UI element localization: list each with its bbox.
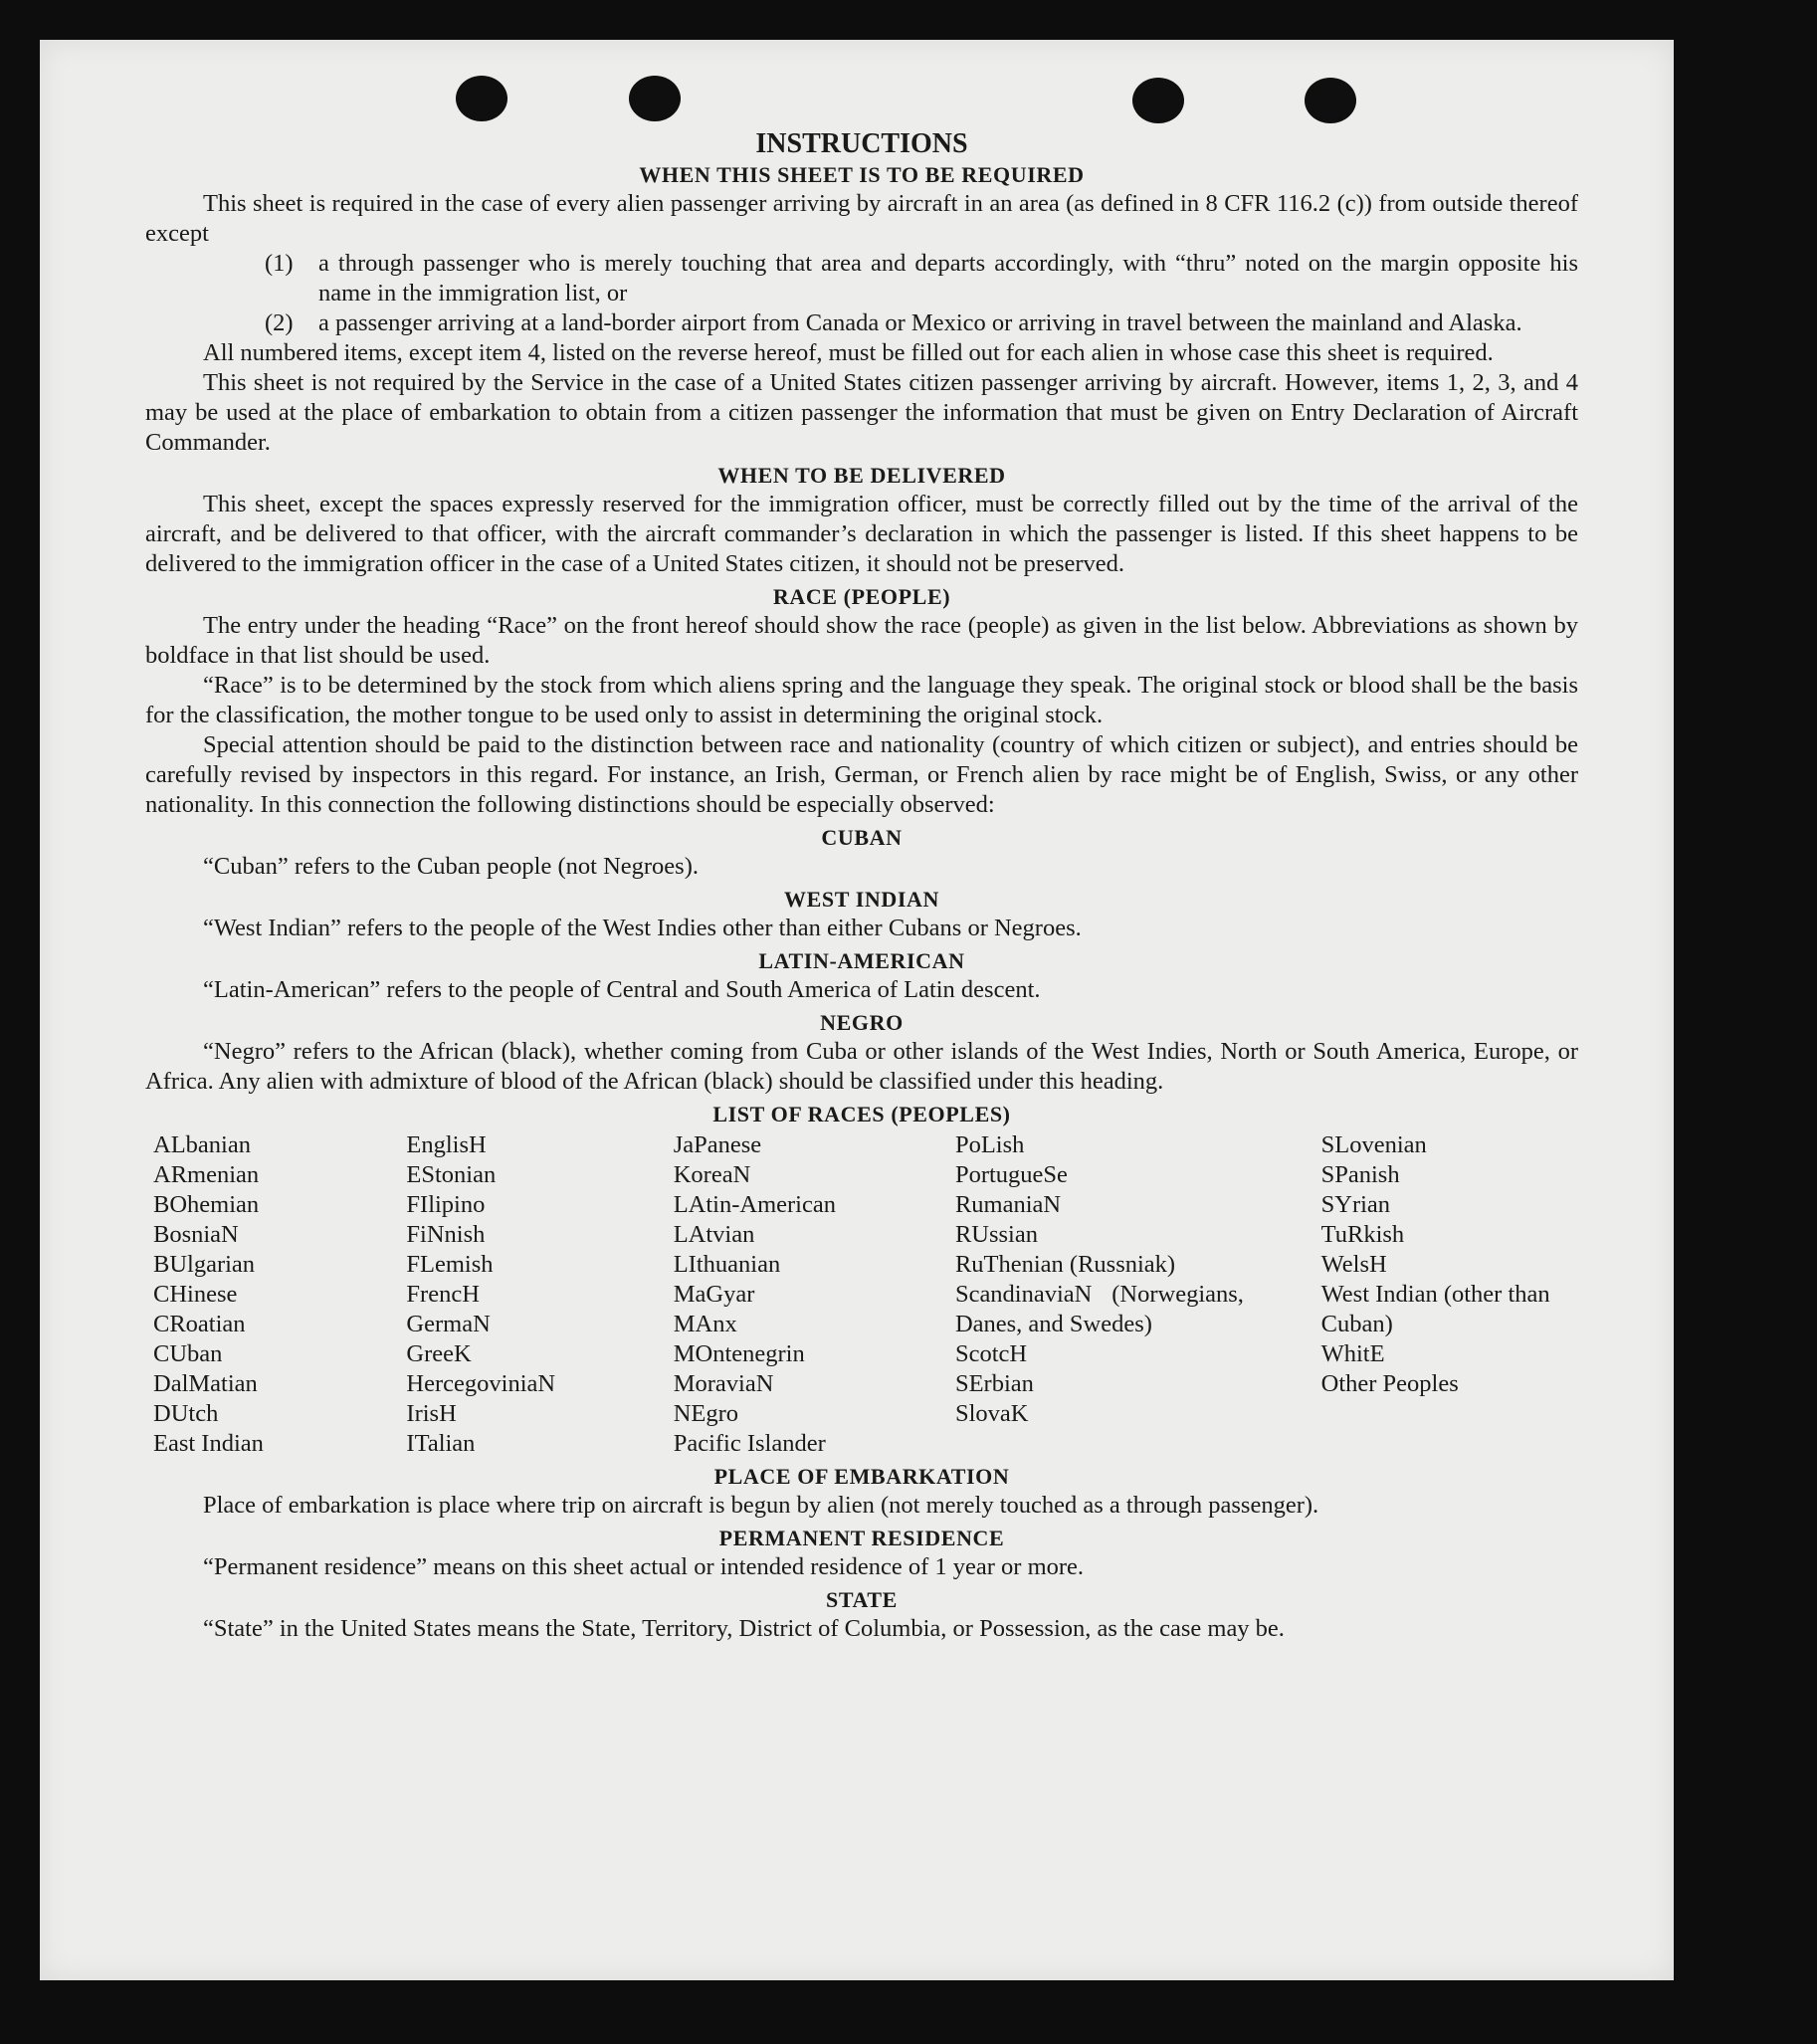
paragraph: The entry under the heading “Race” on the front hereof should show the race (people) as given in the list below. Abbreviations as shown by boldface in that list should be used. (145, 612, 1578, 669)
race-entry: ALbanian (153, 1131, 251, 1158)
race-entry: SErbian (954, 1370, 1034, 1397)
paragraph: This sheet is not required by the Service in the case of a United States citizen passenger arriving by aircraft. However, items 1, 2, 3, and 4 may be used at the place of embarkation to obtain from a citizen passenger the information that must be given on Entry Declaration of Aircraft Commander. (145, 369, 1578, 456)
races-list (153, 1130, 1578, 1459)
paragraph: Special attention should be paid to the distinction between race and nationality (country of which citizen or subject), and entries should be carefully revised by inspectors in this regard. For instance, an Irish, German, or French alien by race might be of English, Swiss, or any other nationality. In this connection the following distinctions should be especially observed: (145, 731, 1578, 818)
race-entry: MOntenegrin (673, 1340, 805, 1367)
race-entry: RumaniaN (954, 1191, 1062, 1218)
heading-state: STATE (826, 1587, 898, 1612)
race-entry: East Indian (153, 1430, 264, 1457)
race-entry: Pacific Islander (673, 1430, 826, 1457)
race-entry: HercegoviniaN (406, 1370, 556, 1397)
heading-west-indian: WEST INDIAN (784, 887, 939, 912)
races-column-4 (955, 1130, 1321, 1459)
punch-hole (1305, 78, 1356, 123)
race-entry: ITalian (406, 1430, 476, 1457)
race-entry: SYrian (1320, 1191, 1391, 1218)
paragraph: “Cuban” refers to the Cuban people (not Negroes). (203, 853, 699, 880)
race-entry: BOhemian (153, 1191, 260, 1218)
race-entry: SlovaK (954, 1400, 1029, 1427)
race-entry: EnglisH (406, 1131, 487, 1158)
heading-embarkation: PLACE OF EMBARKATION (713, 1464, 1010, 1489)
race-entry: DalMatian (153, 1370, 258, 1397)
races-column-3 (674, 1130, 955, 1459)
heading-when-delivered: WHEN TO BE DELIVERED (717, 463, 1006, 488)
race-entry: TuRkish (1320, 1221, 1405, 1248)
paragraph: “State” in the United States means the State, Territory, District of Columbia, or Possession, as the case may be. (203, 1615, 1285, 1642)
race-entry: WelsH (1320, 1251, 1387, 1278)
race-entry: SLovenian (1320, 1131, 1427, 1158)
race-entry: PortugueSe (954, 1161, 1068, 1188)
race-entry: GermaN (406, 1311, 491, 1337)
punch-hole (456, 76, 507, 121)
heading-latin-american: LATIN-AMERICAN (758, 948, 965, 973)
race-entry: BUlgarian (153, 1251, 256, 1278)
paragraph: Place of embarkation is place where trip on aircraft is begun by alien (not merely touched as a through passenger). (203, 1492, 1319, 1519)
race-entry: Other Peoples (1320, 1370, 1459, 1397)
race-entry: MoraviaN (673, 1370, 774, 1397)
item-text: a passenger arriving at a land-border airport from Canada or Mexico or arriving in travel between the mainland and Alaska. (318, 309, 1522, 336)
race-entry: RUssian (954, 1221, 1038, 1248)
paragraph: “Race” is to be determined by the stock from which aliens spring and the language they speak. The original stock or blood shall be the basis for the classification, the mother tongue to be used only to assist in determining the original stock. (145, 672, 1578, 728)
paragraph: “Negro” refers to the African (black), whether coming from Cuba or other islands of the West Indies, North or South America, Europe, or Africa. Any alien with admixture of blood of the African (black) should be classified under this heading. (145, 1038, 1578, 1095)
paragraph: This sheet, except the spaces expressly reserved for the immigration officer, must be correctly filled out by the time of the arrival of the aircraft, and be delivered to that officer, with the aircraft commander’s declaration in which the passenger is listed. If this sheet happens to be delivered to the immigration officer in the case of a United States citizen, it should not be preserved. (145, 491, 1578, 577)
paragraph: “Latin-American” refers to the people of Central and South America of Latin descent. (203, 976, 1041, 1003)
item-text: a through passenger who is merely touching that area and departs accordingly, with “thru” noted on the margin opposite his name in the immigration list, or (318, 250, 1578, 307)
list-item (145, 308, 1578, 338)
race-entry: EStonian (406, 1161, 497, 1188)
race-entry: RuThenian (Russniak) (954, 1251, 1176, 1278)
race-entry: ARmenian (153, 1161, 260, 1188)
item-number: (1) (265, 250, 294, 277)
punch-hole (1132, 78, 1184, 123)
race-entry: West Indian (other than Cuban) (1320, 1281, 1550, 1337)
races-column-1 (153, 1130, 406, 1459)
race-entry: BosniaN (153, 1221, 239, 1248)
item-number: (2) (265, 309, 294, 336)
paragraph: “Permanent residence” means on this sheet actual or intended residence of 1 year or more. (203, 1553, 1085, 1580)
race-entry: FrencH (406, 1281, 480, 1308)
race-entry: MaGyar (673, 1281, 755, 1308)
races-column-5 (1321, 1130, 1578, 1459)
race-entry: KoreaN (673, 1161, 751, 1188)
race-entry: FLemish (406, 1251, 494, 1278)
race-entry: IrisH (406, 1400, 457, 1427)
race-entry: FIlipino (406, 1191, 486, 1218)
heading-list-of-races: LIST OF RACES (PEOPLES) (712, 1102, 1011, 1126)
race-entry: SPanish (1320, 1161, 1400, 1188)
race-entry: LIthuanian (673, 1251, 781, 1278)
race-entry: CUban (153, 1340, 223, 1367)
heading-when-required: WHEN THIS SHEET IS TO BE REQUIRED (639, 162, 1085, 187)
races-column-2 (406, 1130, 673, 1459)
race-entry: LAtin-American (673, 1191, 836, 1218)
race-entry: ScotcH (954, 1340, 1028, 1367)
paragraph: All numbered items, except item 4, listed on the reverse hereof, must be filled out for each alien in whose case this sheet is required. (203, 339, 1494, 366)
race-entry: DUtch (153, 1400, 219, 1427)
race-entry: NEgro (673, 1400, 739, 1427)
paragraph: This sheet is required in the case of every alien passenger arriving by aircraft in an area (as defined in 8 CFR 116.2 (c)) from outside thereof except (145, 190, 1578, 247)
paragraph: “West Indian” refers to the people of the West Indies other than either Cubans or Negroes. (203, 915, 1082, 941)
race-entry: JaPanese (673, 1131, 762, 1158)
list-item (145, 249, 1578, 308)
heading-cuban: CUBAN (821, 825, 903, 850)
race-entry: CRoatian (153, 1311, 246, 1337)
race-entry: FiNnish (406, 1221, 486, 1248)
page-title: INSTRUCTIONS (755, 128, 968, 159)
race-entry: GreeK (406, 1340, 472, 1367)
heading-permanent-residence: PERMANENT RESIDENCE (718, 1526, 1005, 1550)
race-entry: CHinese (153, 1281, 238, 1308)
race-entry: PoLish (954, 1131, 1025, 1158)
race-entry: ScandinaviaN (Norwegians, Danes, and Swedes) (954, 1281, 1244, 1337)
race-entry: WhitE (1320, 1340, 1385, 1367)
document-page (40, 40, 1674, 1980)
race-entry: LAtvian (673, 1221, 755, 1248)
race-entry: MAnx (673, 1311, 737, 1337)
instructions-content (145, 127, 1578, 1644)
heading-negro: NEGRO (820, 1010, 904, 1035)
heading-race: RACE (PEOPLE) (772, 584, 951, 609)
punch-hole (629, 76, 681, 121)
